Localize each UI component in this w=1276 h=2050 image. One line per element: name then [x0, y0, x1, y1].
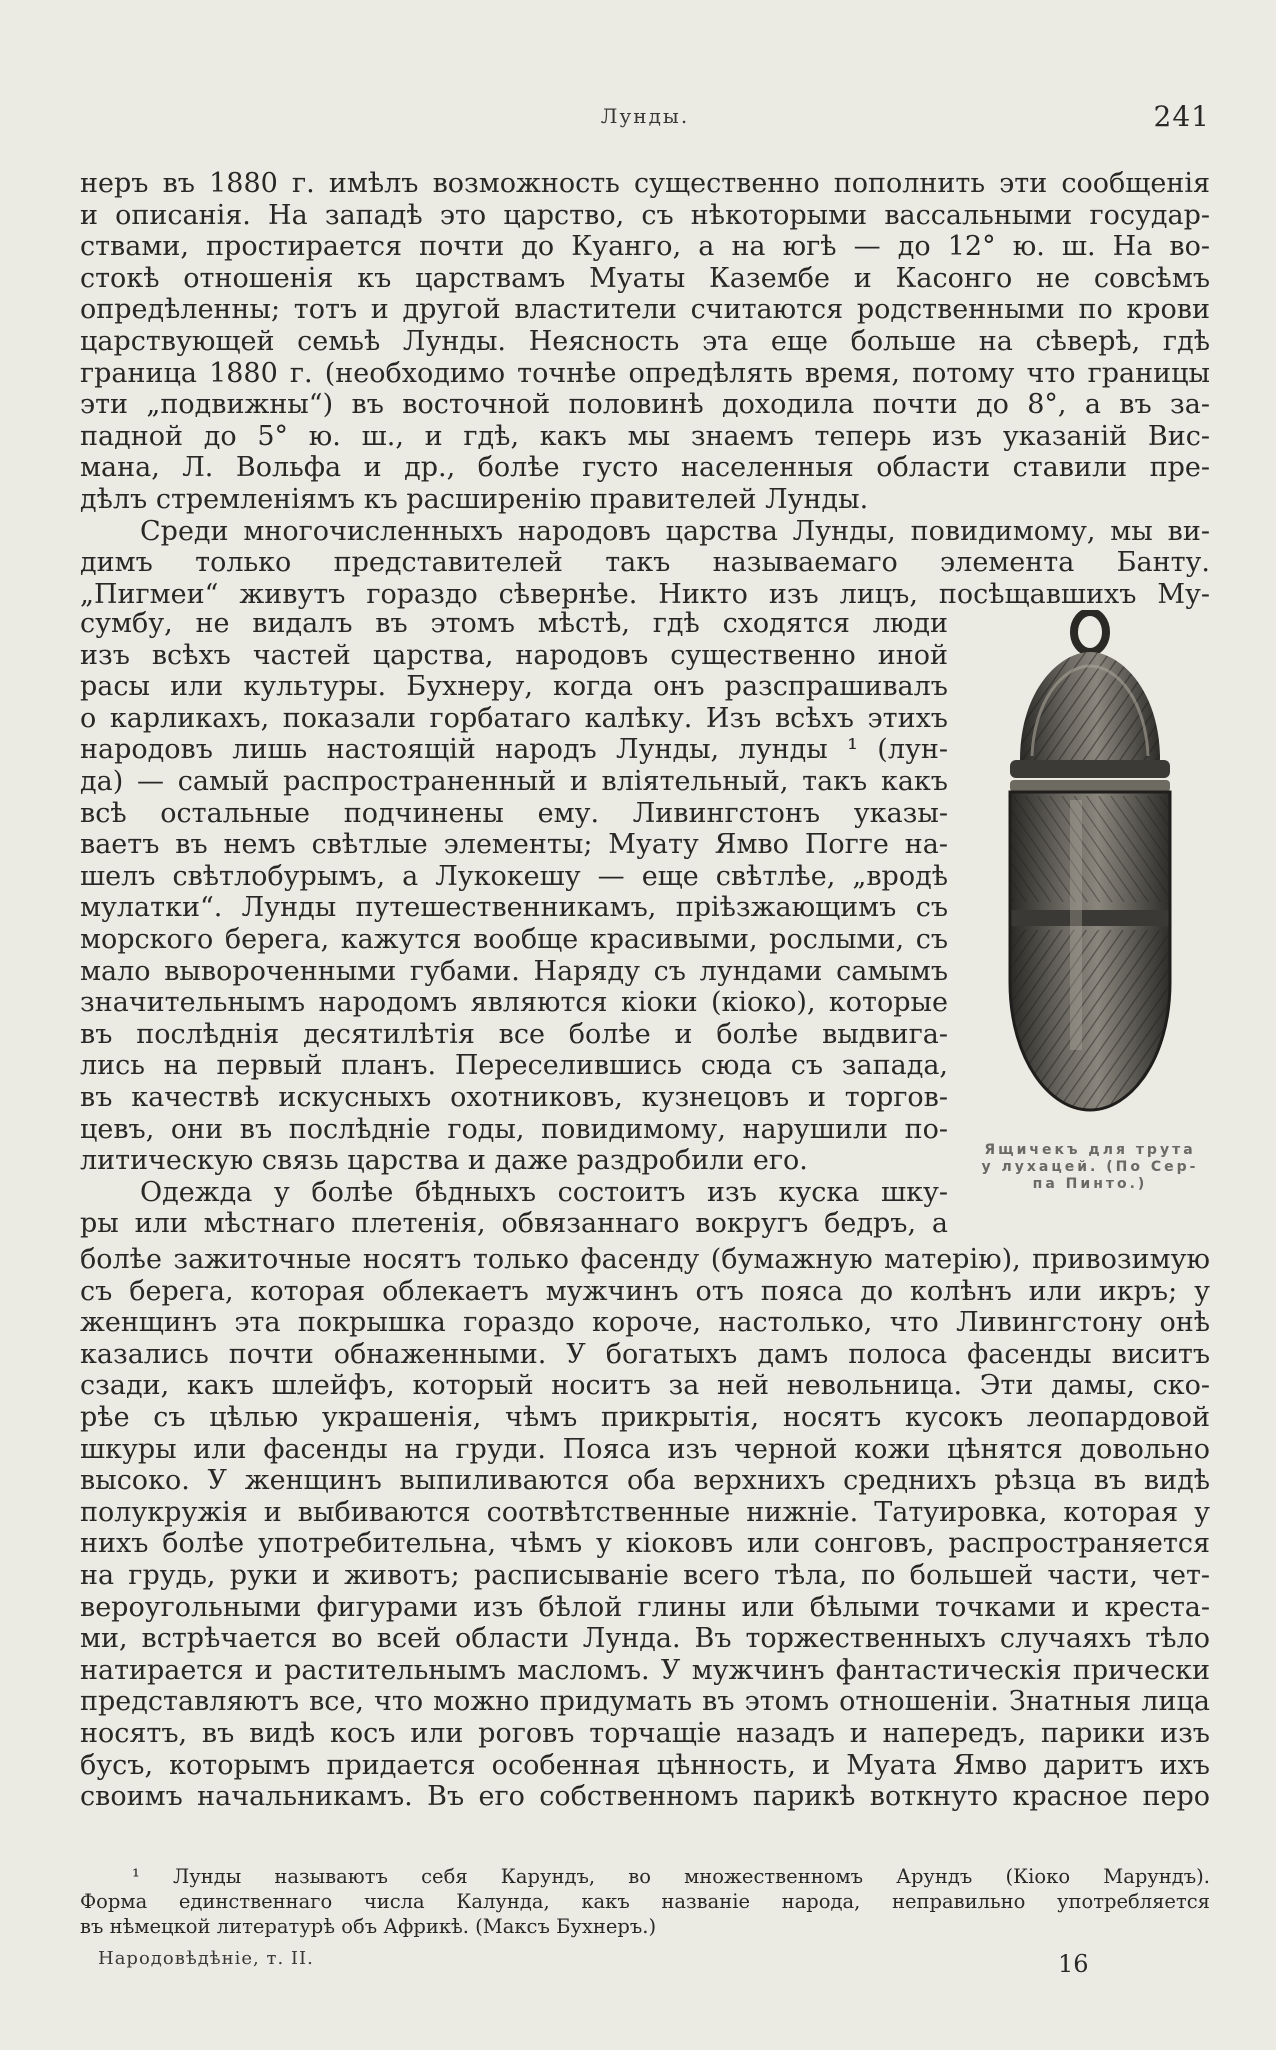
text-line: лись на первый планъ. Переселившись сюда съ запада,	[80, 1050, 948, 1082]
text-line: всѣ остальные подчинены ему. Ливингстонъ указы-	[80, 797, 948, 829]
text-line: бусъ, которымъ придается особенная цѣнность, и Муата Ямво даритъ ихъ	[80, 1749, 1210, 1781]
text-line: о карликахъ, показали горбатаго калѣку. Изъ всѣхъ этихъ	[80, 702, 948, 734]
text-line: народовъ лишь настоящій народъ Лунды, лунды ¹ (лун-	[80, 734, 948, 766]
tinder-box-illustration-icon	[980, 610, 1200, 1130]
footnotes	[80, 1864, 1210, 1939]
text-line: и описанія. На западѣ это царство, съ нѣкоторыми вассальными государ-	[80, 199, 1210, 231]
text-line: болѣе зажиточные носятъ только фасенду (бумажную матерію), привозимую	[80, 1244, 1210, 1275]
text-line: сумбу, не видалъ въ этомъ мѣстѣ, гдѣ сходятся люди	[80, 608, 948, 639]
text-line: граница 1880 г. (необходимо точнѣе опредѣлять время, потому что границы	[80, 357, 1210, 389]
text-line: ми, встрѣчается во всей области Лунда. Въ торжественныхъ случаяхъ тѣло	[80, 1623, 1210, 1655]
text-line: мана, Л. Вольфа и др., болѣе густо населенныя области ставили пре-	[80, 452, 1210, 484]
text-line: опредѣленны; тотъ и другой властители считаются родственными по крови	[80, 294, 1210, 326]
caption-line: Ящичекъ для трута	[984, 1142, 1196, 1158]
text-line: высоко. У женщинъ выпиливаются оба верхнихъ среднихъ рѣзца въ видѣ	[80, 1465, 1210, 1497]
page-header	[80, 100, 1210, 140]
text-line: женщинъ эта покрышка гораздо короче, настолько, что Ливингстону онѣ	[80, 1307, 1210, 1339]
body-text-top	[80, 168, 1210, 610]
text-line: неръ въ 1880 г. имѣлъ возможность существенно пополнить эти сообщенія	[80, 168, 1210, 199]
text-line: значительнымъ народомъ являются кіоки (кіоко), которые	[80, 987, 948, 1019]
text-line: казались почти обнаженными. У богатыхъ дамъ полоса фасенды виситъ	[80, 1338, 1210, 1370]
text-line: расы или культуры. Бухнеру, когда онъ разспрашивалъ	[80, 671, 948, 703]
text-line: падной до 5° ю. ш., и гдѣ, какъ мы знаемъ теперь изъ указаній Вис-	[80, 420, 1210, 452]
text-line: своимъ начальникамъ. Въ его собственномъ парикѣ воткнуто красное перо	[80, 1781, 1210, 1813]
signature-number: 16	[1058, 1950, 1089, 1978]
footnote-line: ¹ Лунды называютъ себя Карундъ, во множественномъ Арундъ (Кіоко Марундъ).	[132, 1865, 1210, 1888]
text-line: мулатки“. Лунды путешественникамъ, пріѣзжающимъ съ	[80, 892, 948, 924]
body-text-bottom	[80, 1244, 1210, 1813]
text-line: сзади, какъ шлейфъ, который носитъ за ней невольница. Эти дамы, ско-	[80, 1370, 1210, 1402]
text-line: ры или мѣстнаго плетенія, обвязаннаго вокругъ бедръ, а	[80, 1208, 948, 1240]
text-line: рѣе съ цѣлью украшенія, чѣмъ прикрытія, носятъ кусокъ леопардовой	[80, 1401, 1210, 1433]
text-line: литическую связь царства и даже раздробили его.	[80, 1145, 808, 1177]
text-line: Одежда у болѣе бѣдныхъ состоитъ изъ куска шку-	[140, 1176, 948, 1208]
text-line: на грудь, руки и животъ; расписываніе всего тѣла, по большей части, чет-	[80, 1559, 1210, 1591]
text-line: шелъ свѣтлобурымъ, а Лукокешу — еще свѣтлѣе, „вродѣ	[80, 860, 948, 892]
text-line: носятъ, въ видѣ косъ или роговъ торчащіе назадъ и напередъ, парики изъ	[80, 1717, 1210, 1749]
text-line: цевъ, они въ послѣдніе годы, повидимому, нарушили по-	[80, 1113, 948, 1145]
page-number: 241	[1153, 100, 1210, 133]
text-line: нихъ болѣе употребительна, чѣмъ у кіоковъ или сонговъ, распространяется	[80, 1528, 1210, 1560]
text-line: шкуры или фасенды на груди. Пояса изъ черной кожи цѣнятся довольно	[80, 1433, 1210, 1465]
text-line: въ качествѣ искусныхъ охотниковъ, кузнецовъ и торгов-	[80, 1081, 948, 1113]
text-line: въ послѣднія десятилѣтія все болѣе и болѣе выдвига-	[80, 1018, 948, 1050]
footnote-line: Форма единственнаго числа Калунда, какъ названіе народа, неправильно употребляется	[80, 1890, 1210, 1913]
text-line: Среди многочисленныхъ народовъ царства Лунды, повидимому, мы ви-	[140, 515, 1210, 547]
text-line: дѣлъ стремленіямъ къ расширенію правителей Лунды.	[80, 483, 869, 515]
caption-line: у лухацей. (По Сер-	[981, 1159, 1199, 1175]
text-line: представляютъ все, что можно придумать въ этомъ отношеніи. Знатныя лица	[80, 1686, 1210, 1718]
caption-line: па Пинто.)	[1032, 1176, 1148, 1192]
text-line: эти „подвижны“) въ восточной половинѣ доходила почти до 8°, а въ за-	[80, 389, 1210, 421]
text-line: натирается и растительнымъ масломъ. У мужчинъ фантастическія прически	[80, 1654, 1210, 1686]
text-line: ваетъ въ немъ свѣтлые элементы; Муату Ямво Погге на-	[80, 829, 948, 861]
footnote-line: въ нѣмецкой литературѣ объ Африкѣ. (Максъ Бухнеръ.)	[80, 1915, 657, 1938]
text-line: полукружія и выбиваются соотвѣтственные нижніе. Татуировка, которая у	[80, 1496, 1210, 1528]
text-line: димъ только представителей такъ называемаго элемента Банту.	[80, 547, 1210, 579]
text-line: стокѣ отношенія къ царствамъ Муаты Казембе и Касонго не совсѣмъ	[80, 262, 1210, 294]
text-line: ствами, простирается почти до Куанго, а на югѣ — до 12° ю. ш. На во-	[80, 231, 1210, 263]
text-line: да) — самый распространенный и вліятельный, такъ какъ	[80, 765, 948, 797]
text-line: съ берега, которая облекаетъ мужчинъ отъ пояса до колѣнъ или икръ; у	[80, 1275, 1210, 1307]
text-line: изъ всѣхъ частей царства, народовъ существенно иной	[80, 639, 948, 671]
text-line: вероугольными фигурами изъ бѣлой глины или бѣлыми точками и креста-	[80, 1591, 1210, 1623]
printer-signature: Народовѣдѣніе, т. II.	[98, 1948, 314, 1969]
text-line: морского берега, кажутся вообще красивыми, рослыми, съ	[80, 923, 948, 955]
running-title: Лунды.	[600, 104, 690, 128]
body-text-wrapped	[80, 608, 948, 1240]
text-line: мало вывороченными губами. Наряду съ лундами самымъ	[80, 955, 948, 987]
figure-caption	[970, 1142, 1210, 1193]
text-line: „Пигмеи“ живутъ гораздо сѣвернѣе. Никто изъ лицъ, посѣщавшихъ Му-	[80, 578, 1210, 610]
figure	[970, 610, 1210, 1192]
text-line: царствующей семьѣ Лунды. Неясность эта еще больше на сѣверѣ, гдѣ	[80, 325, 1210, 357]
